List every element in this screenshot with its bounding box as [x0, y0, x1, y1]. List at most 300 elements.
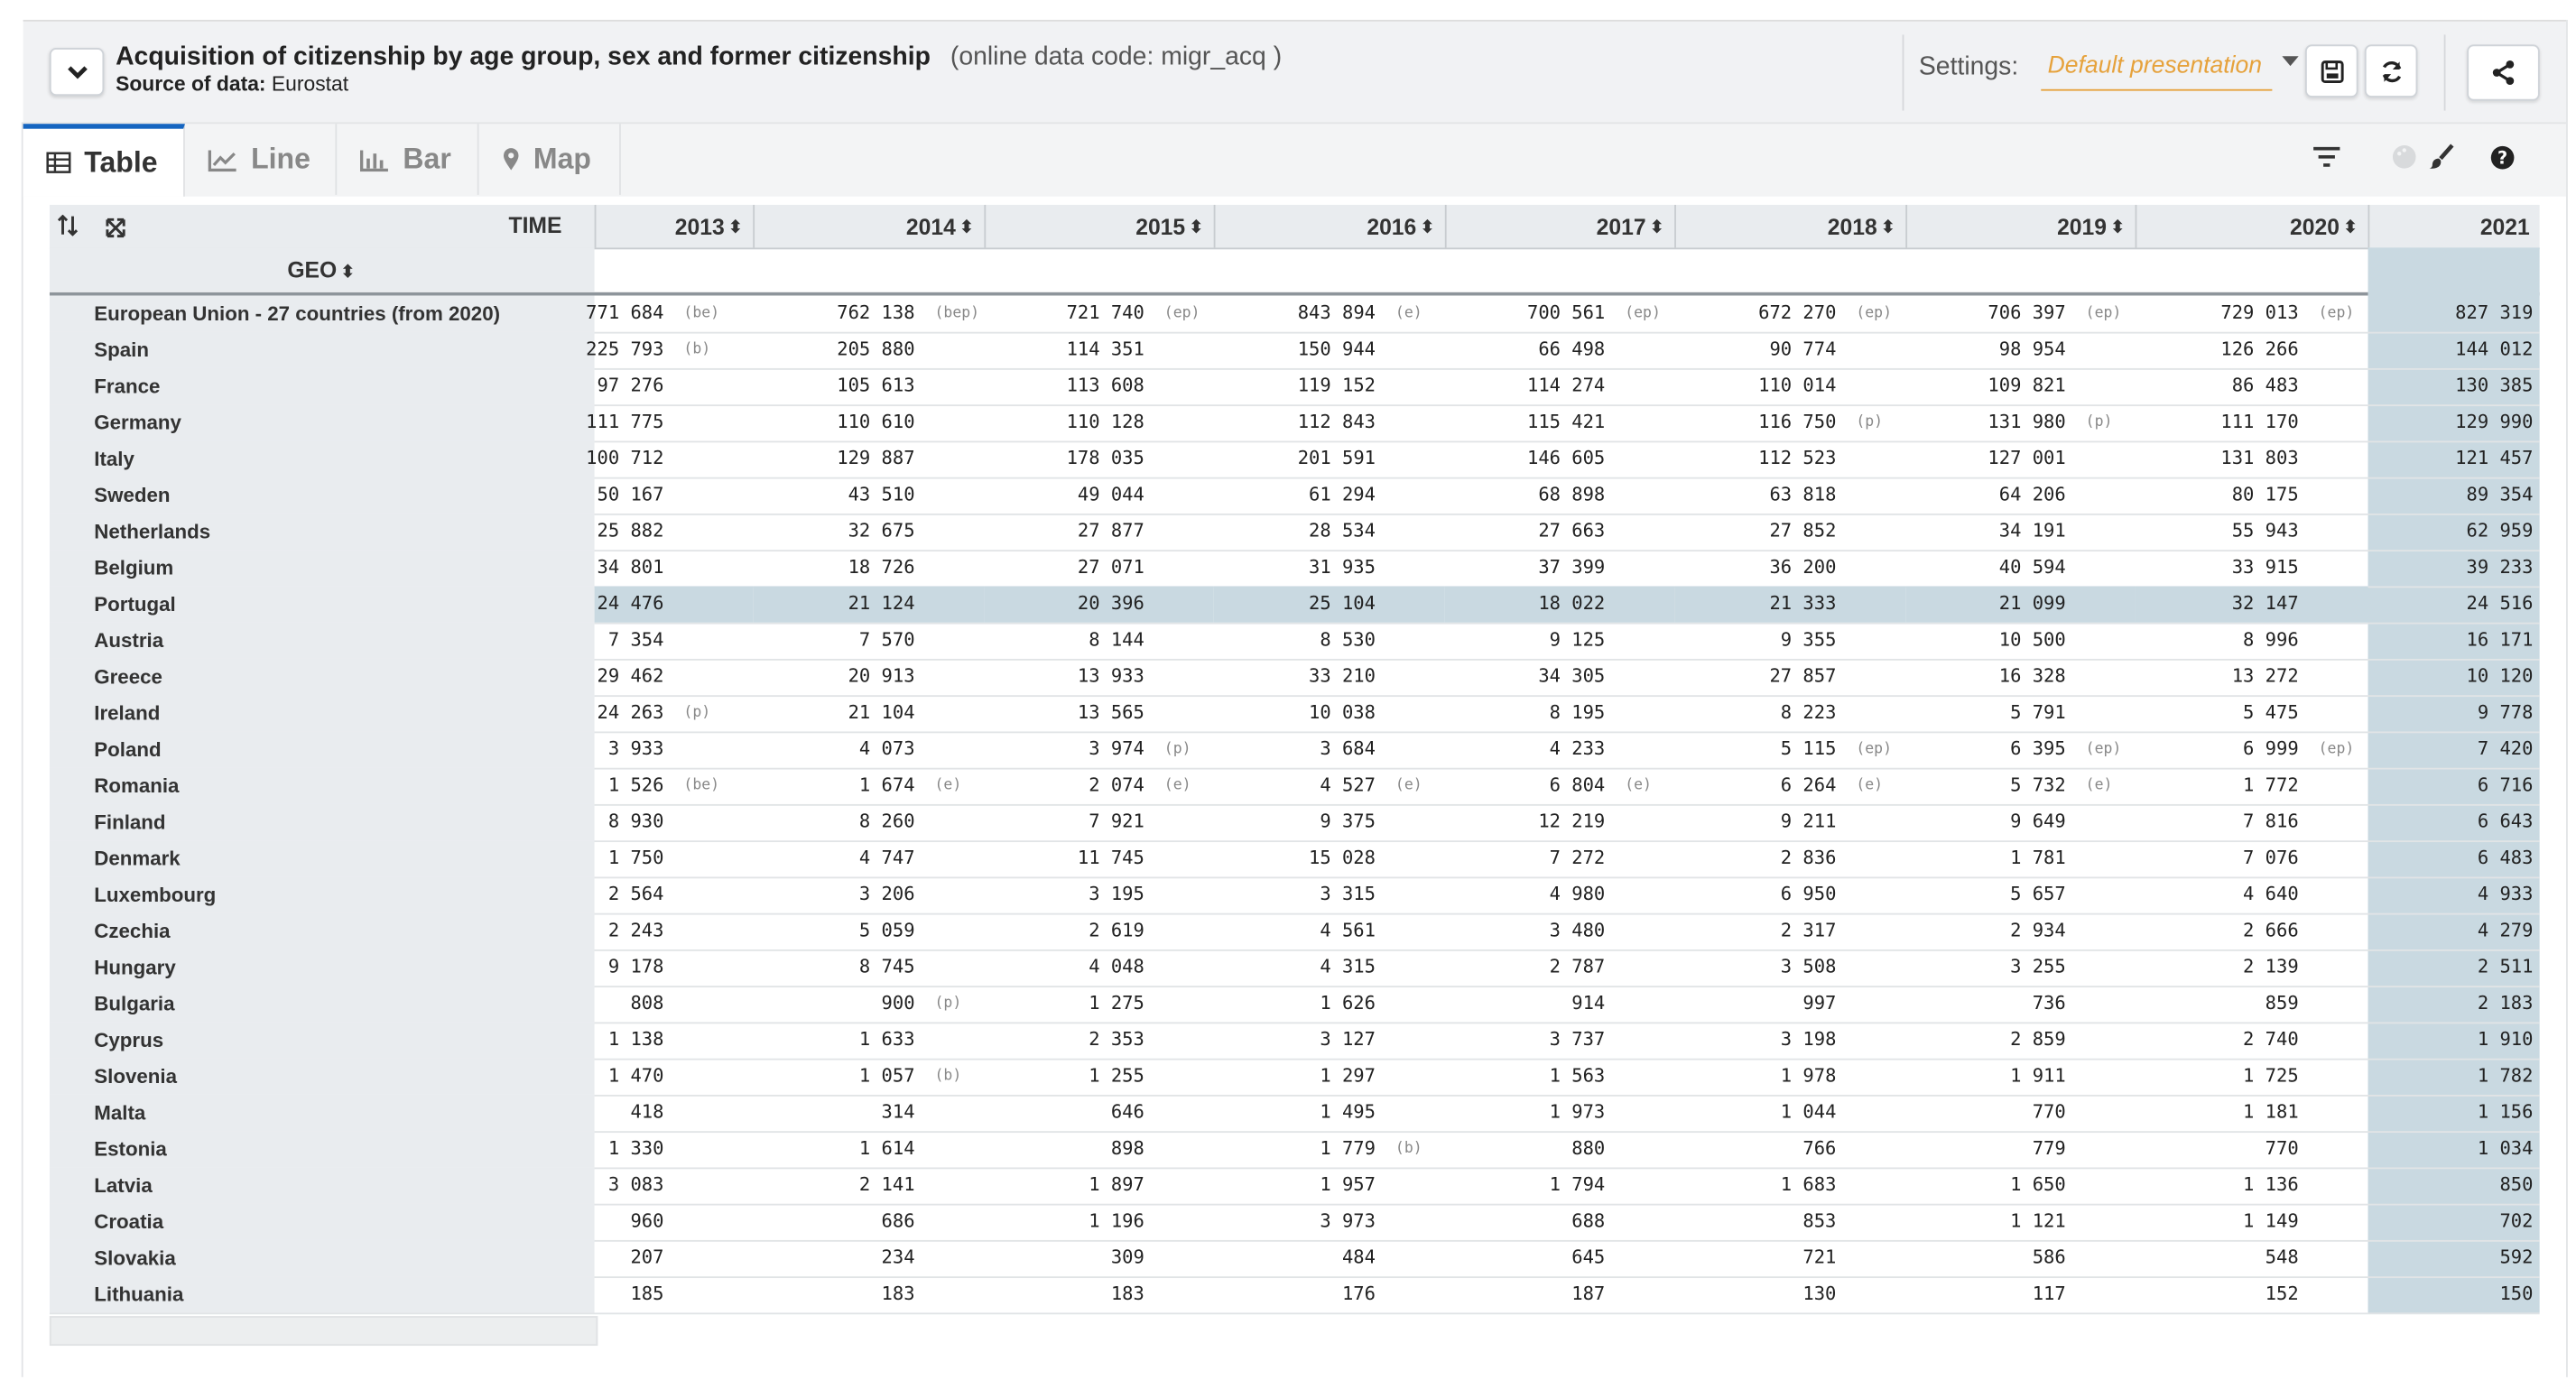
- data-cell[interactable]: 859: [2265, 992, 2299, 1014]
- data-cell[interactable]: 119 152: [1297, 375, 1376, 397]
- data-cell[interactable]: 183: [1110, 1283, 1144, 1305]
- table-row[interactable]: [50, 404, 2540, 442]
- data-cell[interactable]: 111 170: [2220, 411, 2299, 433]
- data-cell-2021[interactable]: 10 120: [2466, 665, 2534, 688]
- data-cell[interactable]: 21 333: [1674, 586, 1905, 622]
- data-cell[interactable]: 116 750 (p): [1674, 404, 1905, 440]
- data-cell[interactable]: 9 125: [1549, 629, 1606, 651]
- data-cell[interactable]: 688: [1571, 1210, 1606, 1232]
- data-cell[interactable]: 68 898: [1538, 484, 1606, 505]
- data-cell[interactable]: 843 894 (e): [1214, 295, 1445, 331]
- data-cell[interactable]: 130: [1802, 1283, 1837, 1305]
- data-cell[interactable]: 61 294: [1309, 484, 1376, 505]
- geo-label[interactable]: Slovakia: [50, 1240, 595, 1276]
- data-cell-2021[interactable]: 62 959: [2466, 520, 2534, 542]
- table-row[interactable]: [50, 1059, 2540, 1097]
- data-cell[interactable]: 90 774: [1769, 338, 1837, 360]
- data-cell[interactable]: 1 650: [2010, 1173, 2066, 1196]
- table-row[interactable]: [50, 1131, 2540, 1169]
- table-row[interactable]: [50, 1276, 2540, 1314]
- data-cell[interactable]: 6 395 (ep): [1905, 731, 2135, 767]
- data-cell[interactable]: 114 351: [1066, 338, 1144, 360]
- geo-label[interactable]: Netherlands: [50, 514, 595, 550]
- data-cell[interactable]: 10 500: [1998, 629, 2066, 651]
- data-cell[interactable]: 31 935: [1309, 556, 1376, 579]
- data-cell[interactable]: 27 877: [1077, 520, 1144, 542]
- year-header-2014[interactable]: 2014 ⬍: [753, 205, 984, 248]
- data-cell[interactable]: 34 191: [1998, 520, 2066, 542]
- data-cell[interactable]: 1 973: [1549, 1101, 1606, 1124]
- data-cell[interactable]: 1 297: [1320, 1065, 1376, 1087]
- table-row[interactable]: [50, 1167, 2540, 1205]
- data-cell[interactable]: 37 399: [1538, 556, 1606, 579]
- data-cell[interactable]: 8 530: [1320, 629, 1376, 651]
- data-cell-2021[interactable]: 144 012: [2455, 338, 2534, 360]
- data-cell[interactable]: 1 136: [2243, 1173, 2299, 1196]
- data-cell[interactable]: 110 610: [837, 411, 915, 433]
- geo-label[interactable]: Cyprus: [50, 1022, 595, 1058]
- year-header-2020[interactable]: 2020 ⬍: [2136, 205, 2368, 248]
- tab-line[interactable]: Line: [185, 124, 337, 195]
- year-header-2019[interactable]: 2019 ⬍: [1905, 205, 2135, 248]
- table-row[interactable]: [50, 295, 2540, 333]
- data-cell[interactable]: 55 943: [2231, 520, 2299, 542]
- data-cell[interactable]: 721 740 (ep): [984, 295, 1213, 331]
- table-row[interactable]: [50, 804, 2540, 842]
- data-cell[interactable]: 779: [2032, 1137, 2066, 1160]
- data-cell-2021[interactable]: 4 279: [2477, 920, 2534, 941]
- data-cell[interactable]: 27 857: [1769, 665, 1837, 688]
- data-cell[interactable]: 1 794: [1549, 1173, 1606, 1196]
- data-cell[interactable]: 7 354: [607, 629, 664, 651]
- table-row[interactable]: [50, 768, 2540, 806]
- data-cell[interactable]: 131 980 (p): [1905, 404, 2135, 440]
- collapse-button[interactable]: [50, 48, 104, 96]
- data-cell[interactable]: 27 663: [1538, 520, 1606, 542]
- data-cell[interactable]: 5 475: [2243, 701, 2299, 724]
- data-cell[interactable]: 1 470: [607, 1065, 664, 1087]
- help-button[interactable]: [2490, 145, 2515, 170]
- year-header-2018[interactable]: 2018 ⬍: [1674, 205, 1905, 248]
- data-cell[interactable]: 1 330: [607, 1137, 664, 1160]
- data-cell[interactable]: 2 619: [1089, 920, 1144, 941]
- data-cell[interactable]: 110 014: [1758, 375, 1837, 397]
- data-cell[interactable]: 1 683: [1780, 1173, 1837, 1196]
- data-cell[interactable]: 32 147: [2136, 586, 2368, 622]
- data-cell[interactable]: 808: [630, 992, 664, 1014]
- data-cell[interactable]: 736: [2032, 992, 2066, 1014]
- settings-dropdown[interactable]: Default presentation: [2041, 50, 2272, 91]
- data-cell[interactable]: 21 099: [1905, 586, 2135, 622]
- data-cell[interactable]: 771 684 (be): [595, 295, 754, 331]
- data-cell-2021[interactable]: 1 156: [2477, 1101, 2534, 1124]
- data-cell[interactable]: 24 263 (p): [595, 695, 754, 731]
- table-row[interactable]: [50, 1240, 2540, 1278]
- table-row[interactable]: [50, 550, 2540, 588]
- data-cell[interactable]: 1 614: [858, 1137, 915, 1160]
- data-cell[interactable]: 207: [630, 1246, 664, 1269]
- data-cell[interactable]: 3 315: [1320, 883, 1376, 905]
- data-cell[interactable]: 706 397 (ep): [1905, 295, 2135, 331]
- data-cell[interactable]: 5 791: [2010, 701, 2066, 724]
- tab-bar[interactable]: Bar: [337, 124, 478, 195]
- data-cell[interactable]: 3 127: [1320, 1028, 1376, 1051]
- data-cell[interactable]: 100 712: [586, 447, 664, 469]
- data-cell[interactable]: 34 801: [597, 556, 664, 579]
- data-cell[interactable]: 6 804 (e): [1445, 768, 1674, 804]
- save-button[interactable]: [2305, 44, 2358, 97]
- data-cell[interactable]: 127 001: [1988, 447, 2066, 469]
- data-cell[interactable]: 1 897: [1089, 1173, 1144, 1196]
- data-cell[interactable]: 27 852: [1769, 520, 1837, 542]
- data-cell[interactable]: 117: [2032, 1283, 2066, 1305]
- table-row[interactable]: [50, 586, 2540, 624]
- table-row[interactable]: [50, 986, 2540, 1023]
- data-cell[interactable]: 7 816: [2243, 810, 2299, 833]
- geo-label[interactable]: Estonia: [50, 1131, 595, 1167]
- data-cell[interactable]: 4 640: [2243, 883, 2299, 905]
- data-cell[interactable]: 131 803: [2220, 447, 2299, 469]
- data-cell[interactable]: 126 266: [2220, 338, 2299, 360]
- data-cell[interactable]: 1 149: [2243, 1210, 2299, 1232]
- geo-label[interactable]: Lithuania: [50, 1276, 595, 1312]
- data-cell[interactable]: 63 818: [1769, 484, 1837, 505]
- data-cell[interactable]: 20 396: [984, 586, 1213, 622]
- data-cell[interactable]: 80 175: [2231, 484, 2299, 505]
- data-cell[interactable]: 16 328: [1998, 665, 2066, 688]
- data-cell[interactable]: 9 211: [1780, 810, 1837, 833]
- geo-label[interactable]: Latvia: [50, 1167, 595, 1203]
- table-row[interactable]: [50, 840, 2540, 878]
- geo-label[interactable]: Austria: [50, 623, 595, 659]
- data-cell[interactable]: 3 737: [1549, 1028, 1606, 1051]
- data-cell[interactable]: 112 843: [1297, 411, 1376, 433]
- data-cell[interactable]: 8 195: [1549, 701, 1606, 724]
- data-cell[interactable]: 178 035: [1066, 447, 1144, 469]
- year-header-2013[interactable]: 2013 ⬍: [595, 205, 754, 248]
- data-cell[interactable]: 2 859: [2010, 1028, 2066, 1051]
- filter-button[interactable]: [2312, 145, 2341, 169]
- data-cell[interactable]: 3 480: [1549, 920, 1606, 941]
- data-cell[interactable]: 3 508: [1780, 956, 1837, 978]
- sort-toggle-button[interactable]: [56, 215, 79, 245]
- table-row[interactable]: [50, 731, 2540, 769]
- data-cell[interactable]: 2 139: [2243, 956, 2299, 978]
- data-cell-2021[interactable]: 827 319: [2455, 301, 2534, 324]
- geo-label[interactable]: Luxembourg: [50, 876, 595, 912]
- data-cell[interactable]: 1 057 (b): [753, 1059, 984, 1095]
- table-row[interactable]: [50, 1095, 2540, 1133]
- data-cell-2021[interactable]: 4 933: [2477, 883, 2534, 905]
- data-cell[interactable]: 5 059: [858, 920, 915, 941]
- data-cell[interactable]: 34 305: [1538, 665, 1606, 688]
- table-row[interactable]: [50, 695, 2540, 733]
- data-cell[interactable]: 109 821: [1988, 375, 2066, 397]
- data-cell[interactable]: 484: [1341, 1246, 1376, 1269]
- data-cell[interactable]: 1 275: [1089, 992, 1144, 1014]
- data-cell-2021[interactable]: 1 782: [2477, 1065, 2534, 1087]
- data-cell[interactable]: 183: [881, 1283, 915, 1305]
- data-cell[interactable]: 766: [1802, 1137, 1837, 1160]
- data-cell[interactable]: 700 561 (ep): [1445, 295, 1674, 331]
- data-cell[interactable]: 105 613: [837, 375, 915, 397]
- data-cell[interactable]: 2 353: [1089, 1028, 1144, 1051]
- geo-label[interactable]: France: [50, 368, 595, 404]
- data-cell[interactable]: 4 048: [1089, 956, 1144, 978]
- data-cell[interactable]: 15 028: [1309, 847, 1376, 869]
- year-header-2015[interactable]: 2015 ⬍: [984, 205, 1213, 248]
- data-cell[interactable]: 2 836: [1780, 847, 1837, 869]
- data-cell[interactable]: 9 178: [607, 956, 664, 978]
- data-cell[interactable]: 32 675: [848, 520, 915, 542]
- data-cell-2021[interactable]: 1 910: [2477, 1028, 2534, 1051]
- palette-button[interactable]: [2391, 144, 2417, 170]
- data-cell[interactable]: 1 495: [1320, 1101, 1376, 1124]
- year-header-2021[interactable]: 2021: [2368, 205, 2540, 248]
- data-cell[interactable]: 1 633: [858, 1028, 915, 1051]
- data-cell-2021[interactable]: 130 385: [2455, 375, 2534, 397]
- data-cell[interactable]: 4 073: [858, 737, 915, 760]
- data-cell[interactable]: 418: [630, 1101, 664, 1124]
- data-cell[interactable]: 8 144: [1089, 629, 1144, 651]
- data-cell[interactable]: 1 674 (e): [753, 768, 984, 804]
- geo-sort-header[interactable]: GEO ⬍: [287, 257, 356, 282]
- data-cell[interactable]: 64 206: [1998, 484, 2066, 505]
- data-cell[interactable]: 187: [1571, 1283, 1606, 1305]
- data-cell[interactable]: 645: [1571, 1246, 1606, 1269]
- data-cell[interactable]: 686: [881, 1210, 915, 1232]
- data-cell[interactable]: 1 138: [607, 1028, 664, 1051]
- data-cell[interactable]: 110 128: [1066, 411, 1144, 433]
- geo-label[interactable]: Portugal: [50, 586, 595, 622]
- data-cell[interactable]: 18 022: [1445, 586, 1674, 622]
- refresh-button[interactable]: [2365, 44, 2418, 97]
- table-row[interactable]: [50, 514, 2540, 551]
- data-cell[interactable]: 7 076: [2243, 847, 2299, 869]
- table-row[interactable]: [50, 1022, 2540, 1060]
- data-cell[interactable]: 1 779 (b): [1214, 1131, 1445, 1167]
- geo-label[interactable]: Spain: [50, 332, 595, 368]
- expand-button[interactable]: [106, 217, 125, 246]
- data-cell[interactable]: 27 071: [1077, 556, 1144, 579]
- data-cell[interactable]: 7 272: [1549, 847, 1606, 869]
- year-header-2016[interactable]: 2016 ⬍: [1214, 205, 1445, 248]
- data-cell[interactable]: 1 772: [2243, 774, 2299, 796]
- geo-label[interactable]: Sweden: [50, 477, 595, 514]
- data-cell[interactable]: 150 944: [1297, 338, 1376, 360]
- data-cell-2021[interactable]: 89 354: [2466, 484, 2534, 505]
- data-cell[interactable]: 4 561: [1320, 920, 1376, 941]
- data-cell[interactable]: 5 657: [2010, 883, 2066, 905]
- data-cell-2021[interactable]: 592: [2499, 1246, 2534, 1269]
- data-cell[interactable]: 6 999 (ep): [2136, 731, 2368, 767]
- data-cell[interactable]: 4 233: [1549, 737, 1606, 760]
- data-cell[interactable]: 1 181: [2243, 1101, 2299, 1124]
- share-button[interactable]: [2467, 44, 2539, 100]
- data-cell[interactable]: 1 626: [1320, 992, 1376, 1014]
- data-cell-2021[interactable]: 121 457: [2455, 447, 2534, 469]
- geo-label[interactable]: Slovenia: [50, 1059, 595, 1095]
- data-cell[interactable]: 3 198: [1780, 1028, 1837, 1051]
- data-cell[interactable]: 13 565: [1077, 701, 1144, 724]
- data-cell[interactable]: 205 880: [837, 338, 915, 360]
- data-cell[interactable]: 3 195: [1089, 883, 1144, 905]
- data-cell[interactable]: 1 044: [1780, 1101, 1837, 1124]
- data-cell[interactable]: 11 745: [1077, 847, 1144, 869]
- data-cell[interactable]: 3 974 (p): [984, 731, 1213, 767]
- data-cell[interactable]: 176: [1341, 1283, 1376, 1305]
- data-cell-2021[interactable]: 129 990: [2455, 411, 2534, 433]
- data-cell[interactable]: 1 978: [1780, 1065, 1837, 1087]
- table-row[interactable]: [50, 332, 2540, 370]
- data-cell[interactable]: 43 510: [848, 484, 915, 505]
- data-cell[interactable]: 1 781: [2010, 847, 2066, 869]
- data-cell[interactable]: 4 980: [1549, 883, 1606, 905]
- data-cell[interactable]: 152: [2265, 1283, 2299, 1305]
- data-cell[interactable]: 721: [1802, 1246, 1837, 1269]
- data-cell[interactable]: 1 750: [607, 847, 664, 869]
- data-cell[interactable]: 1 725: [2243, 1065, 2299, 1087]
- data-cell[interactable]: 898: [1110, 1137, 1144, 1160]
- geo-label[interactable]: Romania: [50, 768, 595, 804]
- data-cell-2021[interactable]: 850: [2499, 1173, 2534, 1196]
- data-cell[interactable]: 4 315: [1320, 956, 1376, 978]
- data-cell[interactable]: 86 483: [2231, 375, 2299, 397]
- data-cell[interactable]: 8 930: [607, 810, 664, 833]
- geo-label[interactable]: Hungary: [50, 949, 595, 986]
- data-cell[interactable]: 4 747: [858, 847, 915, 869]
- table-row[interactable]: [50, 623, 2540, 661]
- data-cell[interactable]: 7 921: [1089, 810, 1144, 833]
- data-cell[interactable]: 997: [1802, 992, 1837, 1014]
- data-cell-2021[interactable]: 9 778: [2477, 701, 2534, 724]
- data-cell[interactable]: 646: [1110, 1101, 1144, 1124]
- data-cell[interactable]: 309: [1110, 1246, 1144, 1269]
- geo-label[interactable]: Denmark: [50, 840, 595, 876]
- year-header-2017[interactable]: 2017 ⬍: [1445, 205, 1674, 248]
- data-cell[interactable]: 12 219: [1538, 810, 1606, 833]
- data-cell-2021[interactable]: 6 643: [2477, 810, 2534, 833]
- data-cell[interactable]: 6 264 (e): [1674, 768, 1905, 804]
- data-cell[interactable]: 2 564: [607, 883, 664, 905]
- data-cell[interactable]: 21 104: [848, 701, 915, 724]
- tab-map[interactable]: Map: [479, 124, 621, 195]
- data-cell[interactable]: 6 950: [1780, 883, 1837, 905]
- data-cell[interactable]: 8 223: [1780, 701, 1837, 724]
- data-cell[interactable]: 225 793 (b): [595, 332, 754, 368]
- table-row[interactable]: [50, 876, 2540, 914]
- data-cell[interactable]: 2 141: [858, 1173, 915, 1196]
- data-cell-2021[interactable]: 24 516: [2466, 592, 2534, 615]
- data-cell[interactable]: 1 911: [2010, 1065, 2066, 1087]
- data-cell[interactable]: 5 732 (e): [1905, 768, 2135, 804]
- data-cell[interactable]: 115 421: [1527, 411, 1606, 433]
- data-cell[interactable]: 3 206: [858, 883, 915, 905]
- data-cell[interactable]: 314: [881, 1101, 915, 1124]
- data-cell[interactable]: 114 274: [1527, 375, 1606, 397]
- data-cell[interactable]: 880: [1571, 1137, 1606, 1160]
- data-cell[interactable]: 1 957: [1320, 1173, 1376, 1196]
- geo-label[interactable]: Italy: [50, 440, 595, 477]
- data-cell[interactable]: 21 124: [753, 586, 984, 622]
- geo-label[interactable]: Croatia: [50, 1204, 595, 1240]
- data-cell[interactable]: 20 913: [848, 665, 915, 688]
- geo-label[interactable]: Czechia: [50, 913, 595, 949]
- data-cell[interactable]: 9 355: [1780, 629, 1837, 651]
- data-cell[interactable]: 8 996: [2243, 629, 2299, 651]
- data-cell[interactable]: 2 317: [1780, 920, 1837, 941]
- data-cell[interactable]: 2 787: [1549, 956, 1606, 978]
- data-cell[interactable]: 49 044: [1077, 484, 1144, 505]
- data-cell[interactable]: 9 649: [2010, 810, 2066, 833]
- data-cell[interactable]: 2 740: [2243, 1028, 2299, 1051]
- data-cell[interactable]: 8 745: [858, 956, 915, 978]
- geo-label[interactable]: Poland: [50, 731, 595, 767]
- horizontal-scrollbar[interactable]: [50, 1316, 598, 1346]
- data-cell[interactable]: 1 526 (be): [595, 768, 754, 804]
- geo-label[interactable]: Germany: [50, 404, 595, 440]
- data-cell-2021[interactable]: 16 171: [2466, 629, 2534, 651]
- data-cell[interactable]: 2 243: [607, 920, 664, 941]
- geo-label[interactable]: European Union - 27 countries (from 2020): [50, 295, 595, 331]
- data-cell[interactable]: 586: [2032, 1246, 2066, 1269]
- geo-label[interactable]: Ireland: [50, 695, 595, 731]
- data-cell[interactable]: 4 527 (e): [1214, 768, 1445, 804]
- data-cell-2021[interactable]: 6 716: [2477, 774, 2534, 796]
- data-cell[interactable]: 13 272: [2231, 665, 2299, 688]
- data-cell[interactable]: 5 115 (ep): [1674, 731, 1905, 767]
- data-cell[interactable]: 3 933: [607, 737, 664, 760]
- data-cell-2021[interactable]: 7 420: [2477, 737, 2534, 760]
- tab-table[interactable]: Table: [23, 124, 185, 196]
- data-cell[interactable]: 2 074 (e): [984, 768, 1213, 804]
- data-cell[interactable]: 33 915: [2231, 556, 2299, 579]
- data-cell[interactable]: 113 608: [1066, 375, 1144, 397]
- data-cell[interactable]: 7 570: [858, 629, 915, 651]
- geo-label[interactable]: Belgium: [50, 550, 595, 586]
- data-cell-2021[interactable]: 1 034: [2477, 1137, 2534, 1160]
- data-cell[interactable]: 8 260: [858, 810, 915, 833]
- data-cell[interactable]: 548: [2265, 1246, 2299, 1269]
- data-cell[interactable]: 770: [2265, 1137, 2299, 1160]
- table-row[interactable]: [50, 477, 2540, 515]
- data-cell[interactable]: 1 196: [1089, 1210, 1144, 1232]
- data-cell-2021[interactable]: 150: [2499, 1283, 2534, 1305]
- table-row[interactable]: [50, 913, 2540, 951]
- data-cell[interactable]: 29 462: [597, 665, 664, 688]
- table-row[interactable]: [50, 368, 2540, 406]
- data-cell[interactable]: 1 563: [1549, 1065, 1606, 1087]
- data-cell[interactable]: 2 666: [2243, 920, 2299, 941]
- data-cell[interactable]: 33 210: [1309, 665, 1376, 688]
- data-cell-2021[interactable]: 702: [2499, 1210, 2534, 1232]
- data-cell[interactable]: 98 954: [1998, 338, 2066, 360]
- data-cell[interactable]: 672 270 (ep): [1674, 295, 1905, 331]
- data-cell[interactable]: 729 013 (ep): [2136, 295, 2368, 331]
- data-cell[interactable]: 25 104: [1214, 586, 1445, 622]
- data-cell[interactable]: 40 594: [1998, 556, 2066, 579]
- geo-label[interactable]: Finland: [50, 804, 595, 840]
- data-cell[interactable]: 111 775: [586, 411, 664, 433]
- data-cell[interactable]: 18 726: [848, 556, 915, 579]
- data-cell[interactable]: 201 591: [1297, 447, 1376, 469]
- data-cell[interactable]: 129 887: [837, 447, 915, 469]
- data-cell[interactable]: 853: [1802, 1210, 1837, 1232]
- data-cell[interactable]: 185: [630, 1283, 664, 1305]
- data-cell-2021[interactable]: 2 511: [2477, 956, 2534, 978]
- data-cell[interactable]: 50 167: [597, 484, 664, 505]
- data-cell[interactable]: 10 038: [1309, 701, 1376, 724]
